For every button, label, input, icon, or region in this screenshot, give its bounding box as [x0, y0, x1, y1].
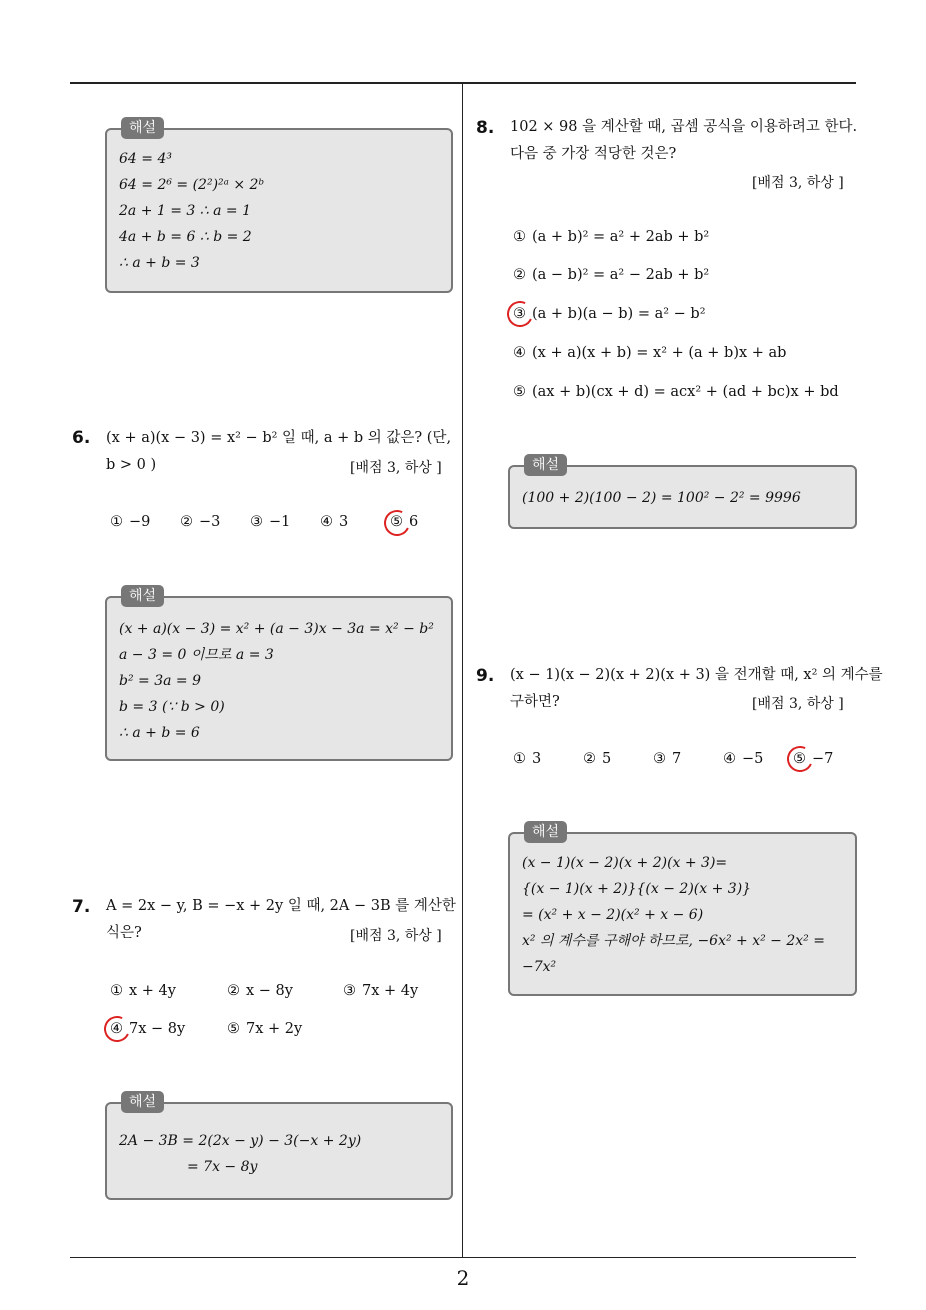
option-1[interactable]: ① 3	[513, 751, 542, 767]
score-label: [배점 3, 하상 ]	[350, 928, 442, 944]
solution-line: = (x² + x − 2)(x² + x − 6)	[522, 907, 704, 923]
solution-line: b² = 3a = 9	[119, 673, 201, 689]
solution-line: ∴ a + b = 6	[119, 725, 200, 741]
solution-line: (x + a)(x − 3) = x² + (a − 3)x − 3a = x² − b²	[119, 621, 434, 637]
solution-label: 해설	[121, 117, 164, 139]
option-5[interactable]: ⑤ −7	[793, 751, 834, 767]
solution-line: 2a + 1 = 3 ∴ a = 1	[119, 203, 252, 219]
option-2[interactable]: ② (a − b)² = a² − 2ab + b²	[513, 267, 710, 283]
option-2[interactable]: ② 5	[583, 751, 612, 767]
question-text: A = 2x − y, B = −x + 2y 일 때, 2A − 3B 를 계산한	[106, 898, 456, 914]
page-number: 2	[456, 1266, 470, 1290]
question-text: 102 × 98 을 계산할 때, 곱셈 공식을 이용하려고 한다.	[510, 119, 858, 135]
solution-box-q8	[508, 457, 857, 529]
question-text: 식은?	[106, 925, 142, 941]
answer-circle-mark	[783, 742, 816, 775]
solution-line: 4a + b = 6 ∴ b = 2	[119, 229, 252, 245]
question-text: (x − 1)(x − 2)(x + 2)(x + 3) 을 전개할 때, x² 의 계수를	[510, 667, 883, 683]
top-rule	[70, 82, 856, 84]
question-text: 구하면?	[510, 694, 560, 710]
solution-line: ∴ a + b = 3	[119, 255, 200, 271]
option-4[interactable]: ④ 3	[320, 514, 349, 530]
option-1[interactable]: ① (a + b)² = a² + 2ab + b²	[513, 229, 710, 245]
option-2[interactable]: ② −3	[180, 514, 221, 530]
question-number: 9.	[476, 666, 495, 686]
solution-line: (x − 1)(x − 2)(x + 2)(x + 3)=	[522, 855, 728, 871]
question-number: 7.	[72, 897, 91, 917]
option-3[interactable]: ③ (a + b)(a − b) = a² − b²	[513, 306, 706, 322]
option-3[interactable]: ③ −1	[250, 514, 291, 530]
option-3[interactable]: ③ 7	[653, 751, 682, 767]
option-4[interactable]: ④ −5	[723, 751, 764, 767]
answer-circle-mark	[380, 506, 413, 539]
solution-line: 64 = 4³	[119, 151, 172, 167]
column-divider	[462, 83, 463, 1258]
score-label: [배점 3, 하상 ]	[752, 175, 844, 191]
option-4[interactable]: ④ 7x − 8y	[110, 1021, 186, 1037]
solution-label: 해설	[524, 454, 567, 476]
question-number: 8.	[476, 118, 495, 138]
solution-label: 해설	[121, 585, 164, 607]
solution-label: 해설	[524, 821, 567, 843]
option-1[interactable]: ① −9	[110, 514, 151, 530]
option-1[interactable]: ① x + 4y	[110, 983, 176, 999]
solution-box-q7	[105, 1094, 453, 1200]
option-3[interactable]: ③ 7x + 4y	[343, 983, 419, 999]
question-number: 6.	[72, 428, 91, 448]
question-text: b > 0 )	[106, 457, 157, 473]
answer-circle-mark	[503, 297, 536, 330]
question-text: 다음 중 가장 적당한 것은?	[510, 146, 677, 162]
solution-line: x² 의 계수를 구해야 하므로, −6x² + x² − 2x² =	[522, 933, 825, 949]
solution-box-q5	[105, 120, 453, 293]
solution-line: a − 3 = 0 이므로 a = 3	[119, 647, 274, 663]
score-label: [배점 3, 하상 ]	[350, 460, 442, 476]
option-5[interactable]: ⑤ (ax + b)(cx + d) = acx² + (ad + bc)x + bd	[513, 384, 839, 400]
option-5[interactable]: ⑤ 6	[390, 514, 419, 530]
solution-line: −7x²	[522, 959, 557, 975]
solution-line: b = 3 (∵ b > 0)	[119, 699, 225, 715]
bottom-rule	[70, 1257, 856, 1258]
solution-line: 64 = 2⁶ = (2²)²ᵃ × 2ᵇ	[119, 177, 265, 193]
option-5[interactable]: ⑤ 7x + 2y	[227, 1021, 303, 1037]
solution-line: {(x − 1)(x + 2)}{(x − 2)(x + 3)}	[522, 881, 752, 897]
option-2[interactable]: ② x − 8y	[227, 983, 293, 999]
solution-box-q9	[508, 824, 857, 996]
option-4[interactable]: ④ (x + a)(x + b) = x² + (a + b)x + ab	[513, 345, 787, 361]
question-text: (x + a)(x − 3) = x² − b² 일 때, a + b 의 값은? (단,	[106, 430, 452, 446]
solution-box-q6	[105, 588, 453, 761]
solution-label: 해설	[121, 1091, 164, 1113]
solution-line: = 7x − 8y	[187, 1159, 258, 1175]
solution-line: (100 + 2)(100 − 2) = 100² − 2² = 9996	[522, 490, 801, 506]
score-label: [배점 3, 하상 ]	[752, 696, 844, 712]
solution-line: 2A − 3B = 2(2x − y) − 3(−x + 2y)	[119, 1133, 362, 1149]
answer-circle-mark	[100, 1012, 133, 1045]
